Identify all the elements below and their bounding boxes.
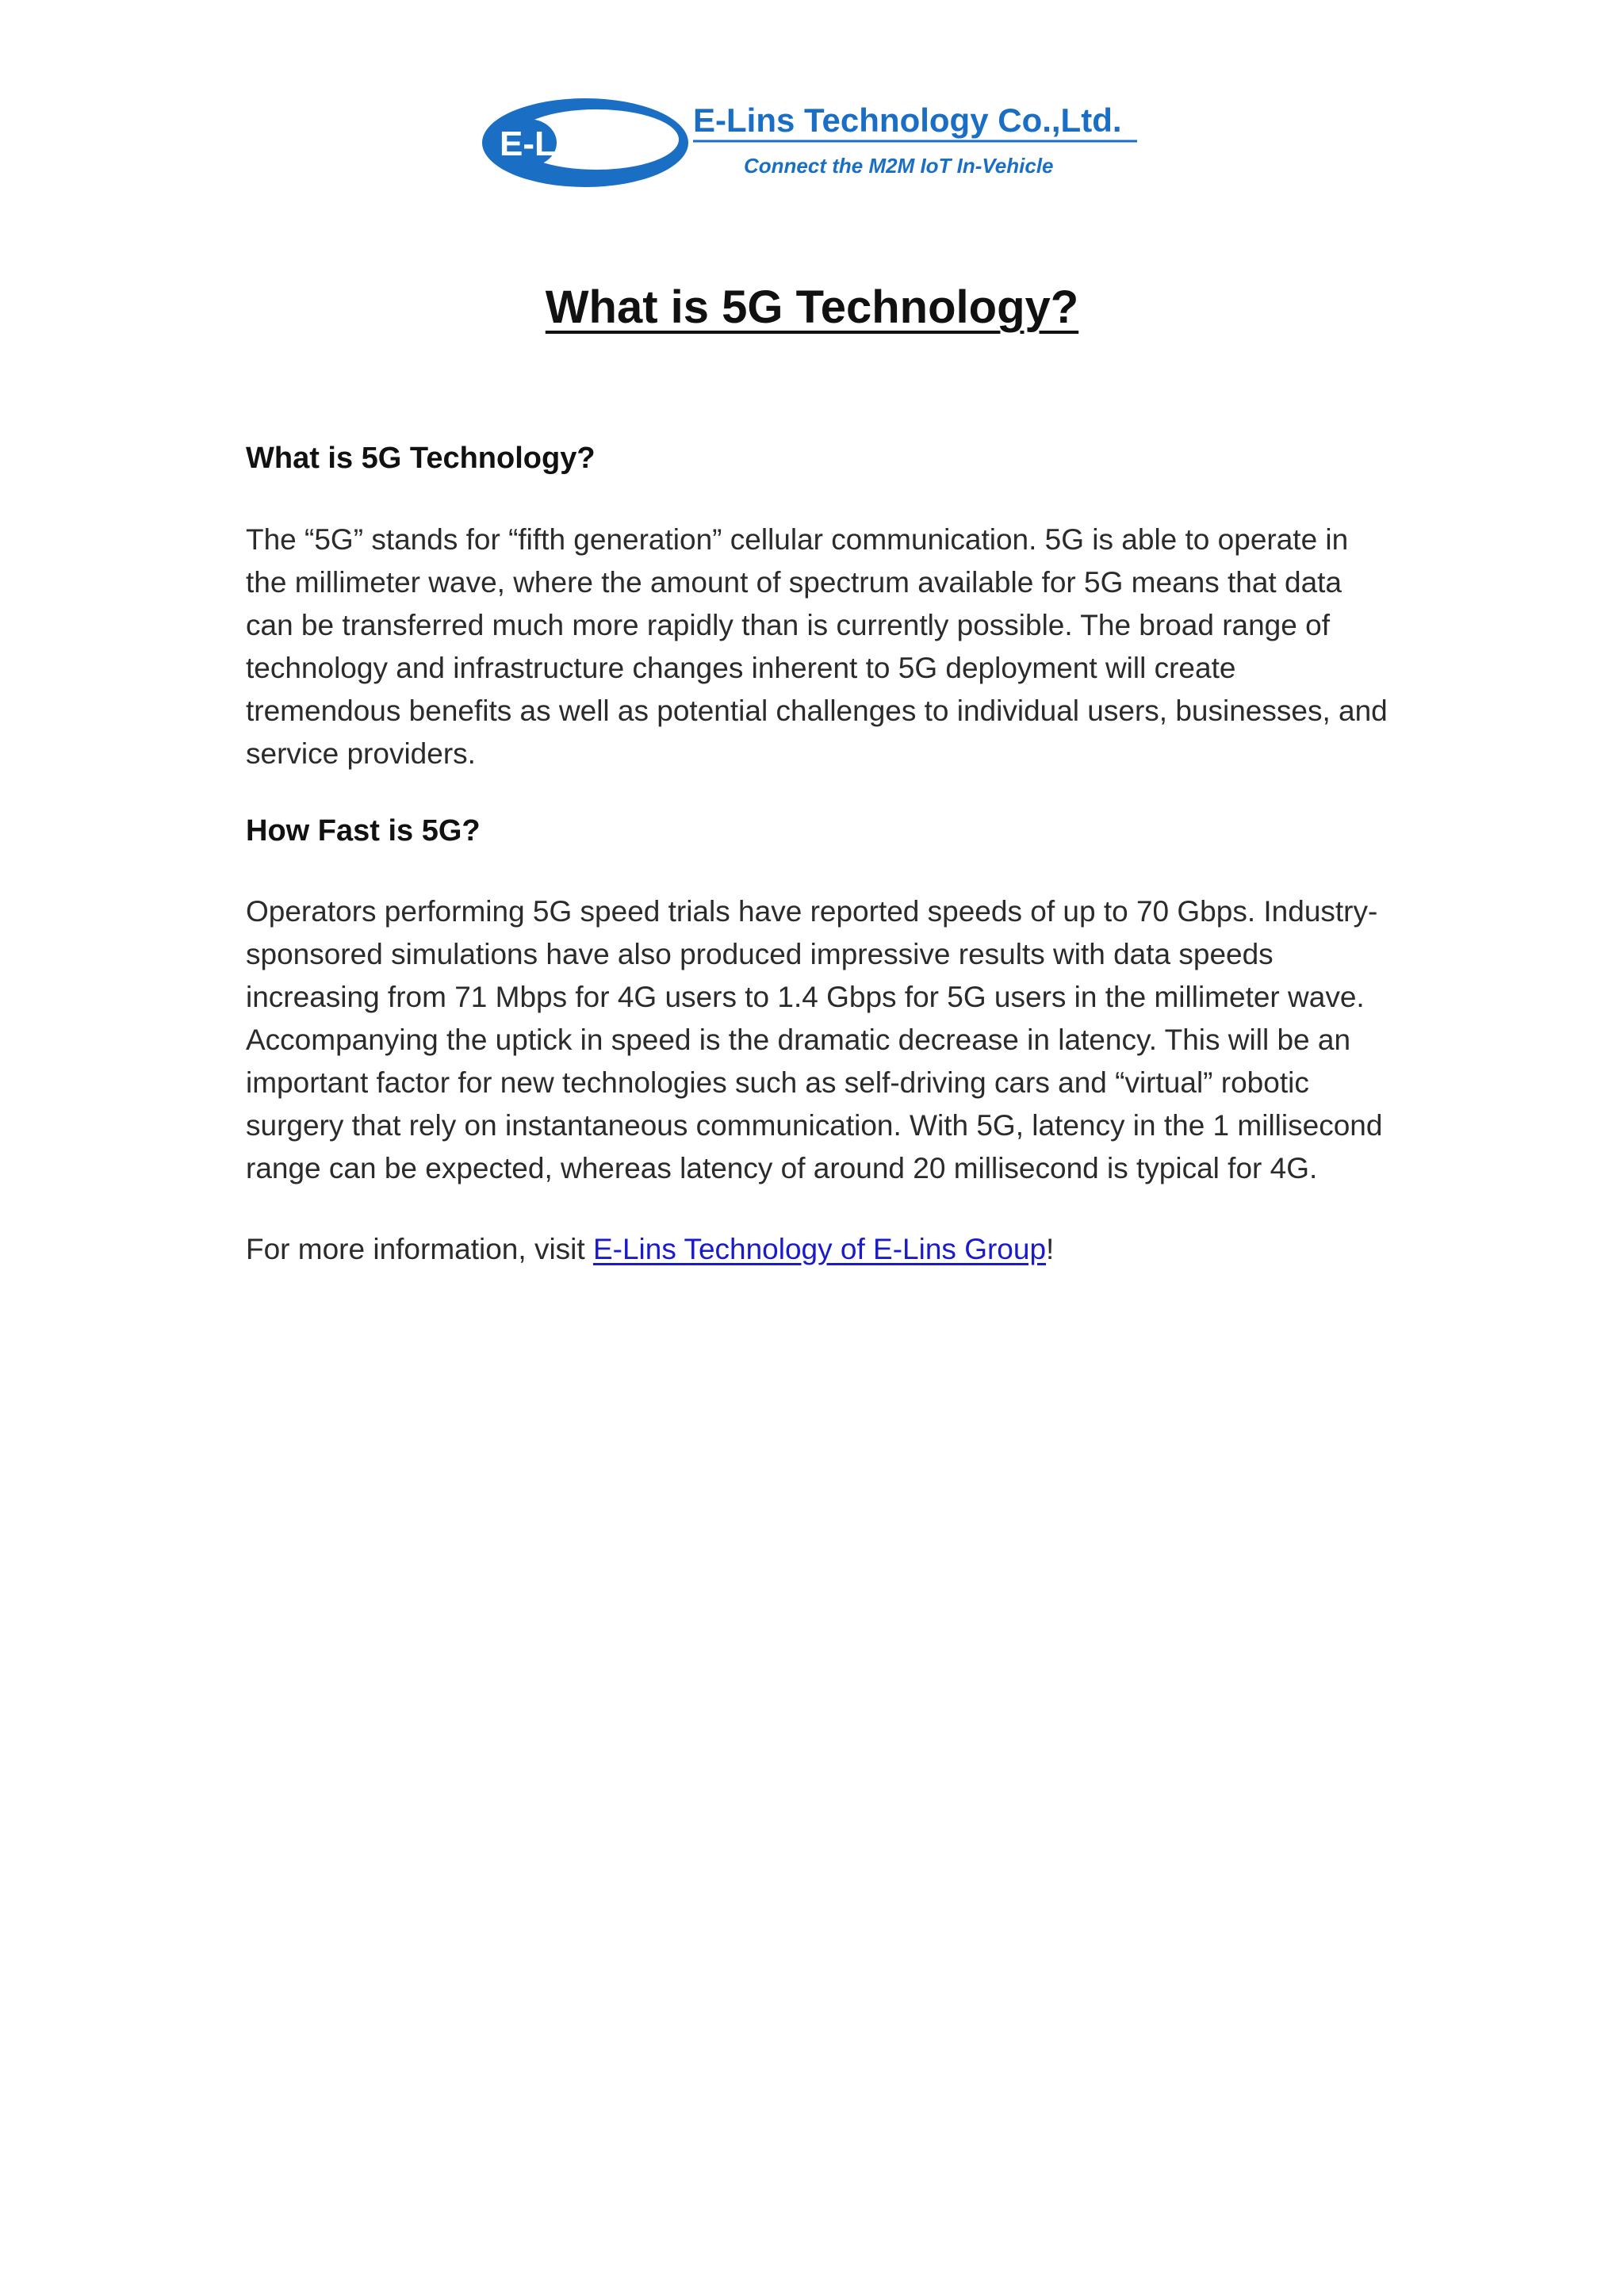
e-lins-group-link[interactable]: E-Lins Technology of E-Lins Group bbox=[592, 1233, 1047, 1266]
page-title: What is 5G Technology? bbox=[545, 281, 1079, 333]
company-logo bbox=[481, 94, 1147, 197]
logo-company-name: E-Lins Technology Co.,Ltd. bbox=[693, 101, 1122, 139]
section-heading-what-is-5g: What is 5G Technology? bbox=[246, 442, 596, 475]
logo-badge-text: E-Lins bbox=[500, 124, 607, 163]
closing-suffix: ! bbox=[1046, 1233, 1055, 1266]
closing-prefix: For more information, visit bbox=[246, 1233, 593, 1266]
paragraph-what-is-5g: The “5G” stands for “fifth generation” cellular communication. 5G is able to operate in the millimeter wave, where the amount of spectrum available for 5G means that data can be transferred much more rapidly than is currently possible. The broad range of technology and infrastructure changes inherent to 5G deployment will create tremendous benefits as well as potential challenges to individual users, businesses, and service providers. bbox=[246, 522, 1388, 770]
closing-line bbox=[246, 1228, 1388, 1271]
section-heading-how-fast: How Fast is 5G? bbox=[246, 813, 481, 848]
logo-graphic bbox=[481, 94, 1147, 197]
paragraph-how-fast: Operators performing 5G speed trials have reported speeds of up to 70 Gbps. Industry-sponsored simulations have also produced impressive results with data speeds increasing from 71 Mbps for 4G users to 1.4 Gbps for 5G users in the millimeter wave. Accompanying the uptick in speed is the dramatic decrease in latency. This will be an important factor for new technologies such as self-driving cars and “virtual” robotic surgery that rely on instantaneous communication. With 5G, latency in the 1 millisecond range can be expected, whereas latency of around 20 millisecond is typical for 4G. bbox=[246, 895, 1383, 1185]
document-body bbox=[246, 441, 1388, 1309]
logo-tagline: Connect the M2M IoT In-Vehicle bbox=[744, 154, 1054, 178]
